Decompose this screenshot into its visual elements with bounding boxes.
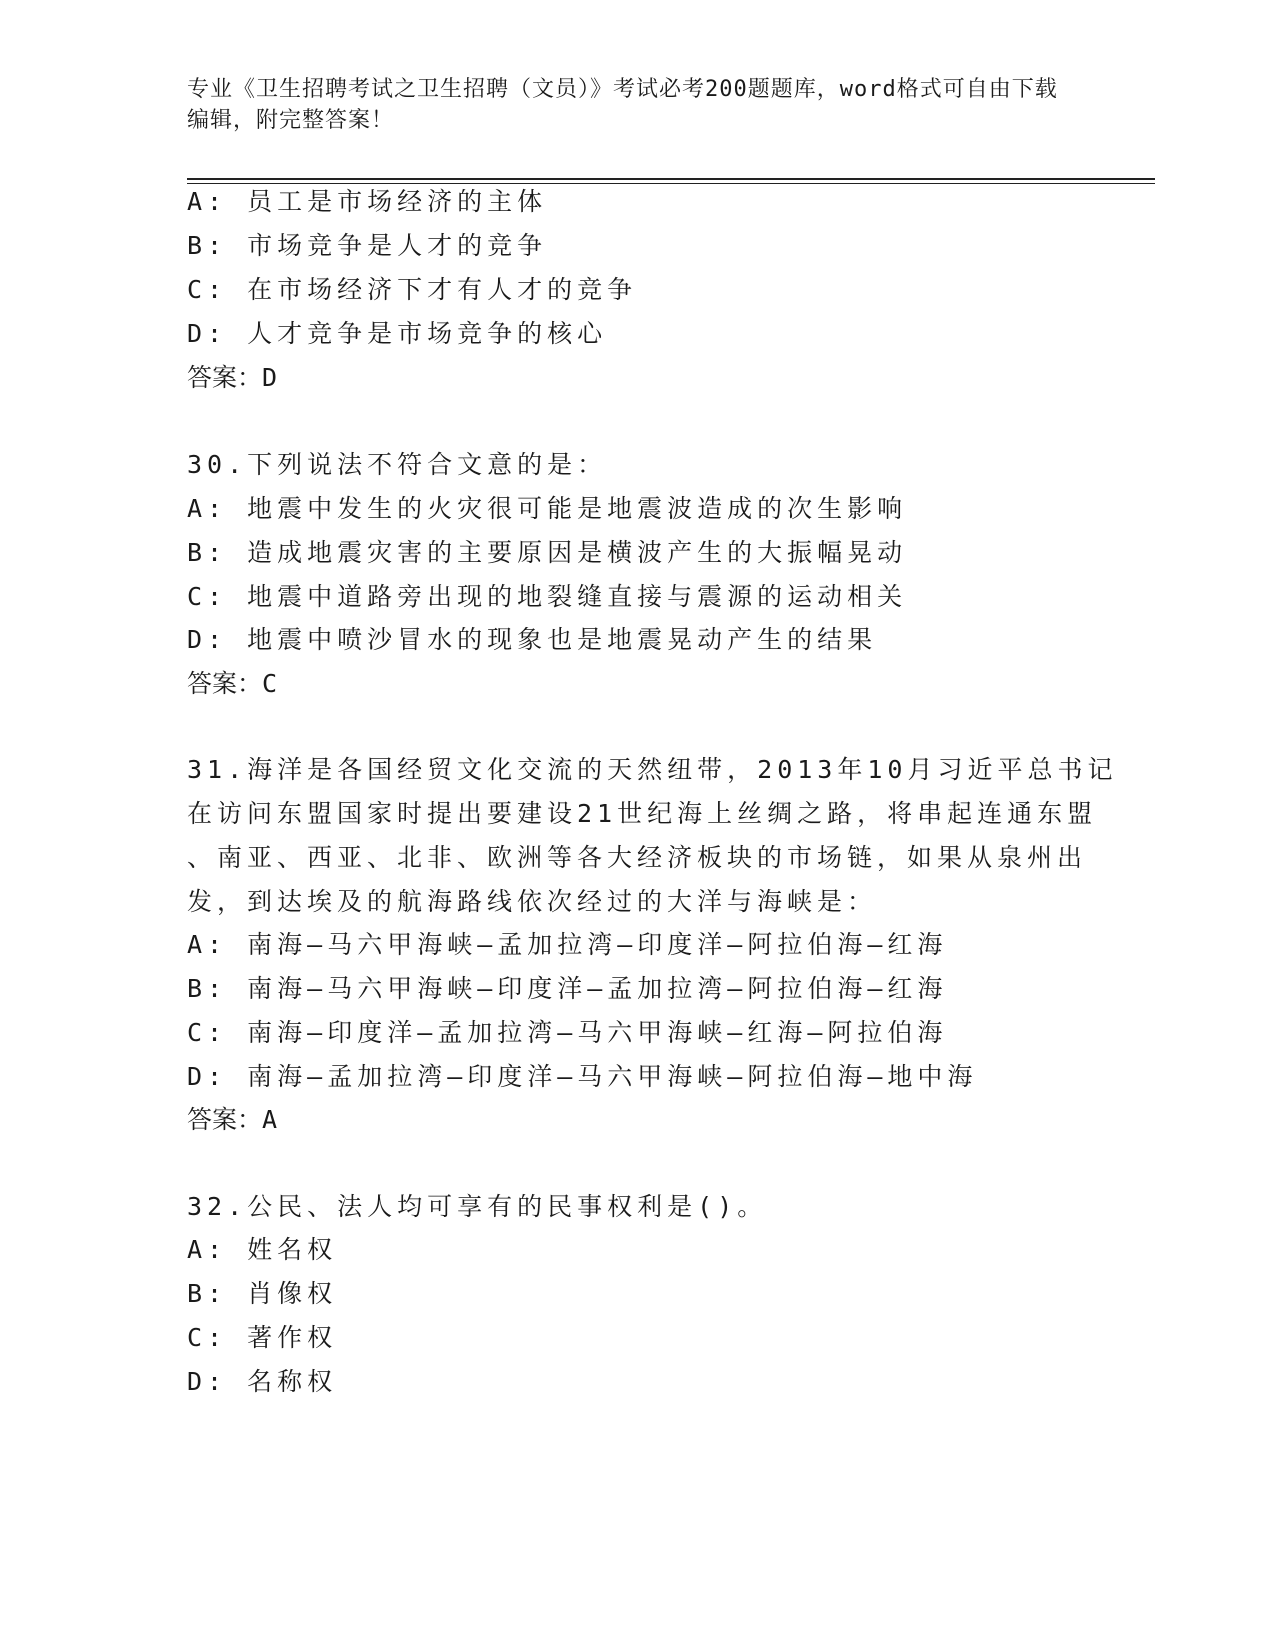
answer-label: 答案：	[187, 363, 263, 392]
q30-option-c: C: 地震中道路旁出现的地裂缝直接与震源的运动相关	[187, 582, 908, 611]
q32-option-b: B: 肖像权	[187, 1279, 338, 1308]
q29-option-a: A: 员工是市场经济的主体	[187, 187, 548, 216]
q32-stem: 32.公民、法人均可享有的民事权利是()。	[187, 1192, 768, 1221]
q31-option-b: B: 南海—马六甲海峡—印度洋—孟加拉湾—阿拉伯海—红海	[187, 974, 948, 1003]
q30-option-d: D: 地震中喷沙冒水的现象也是地震晃动产生的结果	[187, 625, 878, 654]
q30-option-b: B: 造成地震灾害的主要原因是横波产生的大振幅晃动	[187, 538, 908, 567]
q32-option-a: A: 姓名权	[187, 1235, 338, 1264]
q29-answer	[187, 360, 278, 396]
q30-stem: 30.下列说法不符合文意的是：	[187, 450, 608, 479]
q29-option-b: B: 市场竞争是人才的竞争	[187, 231, 548, 260]
q32-option-d: D: 名称权	[187, 1367, 338, 1396]
answer-label: 答案：	[187, 669, 263, 698]
q31-stem-line-3: 、南亚、西亚、北非、欧洲等各大经济板块的市场链，如果从泉州出	[187, 843, 1088, 872]
answer-label: 答案：	[187, 1105, 263, 1134]
q31-stem-line-4: 发，到达埃及的航海路线依次经过的大洋与海峡是：	[187, 887, 878, 916]
q31-stem-line-1: 31.海洋是各国经贸文化交流的天然纽带，2013年10月习近平总书记	[187, 755, 1118, 784]
answer-letter: D	[262, 363, 279, 392]
answer-letter: C	[262, 669, 279, 698]
q30-answer	[187, 666, 278, 702]
q31-option-c: C: 南海—印度洋—孟加拉湾—马六甲海峡—红海—阿拉伯海	[187, 1018, 948, 1047]
q29-option-c: C: 在市场经济下才有人才的竞争	[187, 275, 638, 304]
answer-letter: A	[262, 1105, 279, 1134]
q31-option-a: A: 南海—马六甲海峡—孟加拉湾—印度洋—阿拉伯海—红海	[187, 930, 948, 959]
q30-option-a: A: 地震中发生的火灾很可能是地震波造成的次生影响	[187, 494, 908, 523]
q29-option-d: D: 人才竞争是市场竞争的核心	[187, 319, 608, 348]
q31-answer	[187, 1102, 278, 1138]
header-rule-thick	[187, 178, 1155, 180]
q32-option-c: C: 著作权	[187, 1323, 338, 1352]
q31-option-d: D: 南海—孟加拉湾—印度洋—马六甲海峡—阿拉伯海—地中海	[187, 1062, 978, 1091]
document-header: 专业《卫生招聘考试之卫生招聘（文员）》考试必考200题题库，word格式可自由下载编辑，附完整答案！	[187, 77, 1058, 133]
q31-stem-line-2: 在访问东盟国家时提出要建设21世纪海上丝绸之路，将串起连通东盟	[187, 799, 1098, 828]
